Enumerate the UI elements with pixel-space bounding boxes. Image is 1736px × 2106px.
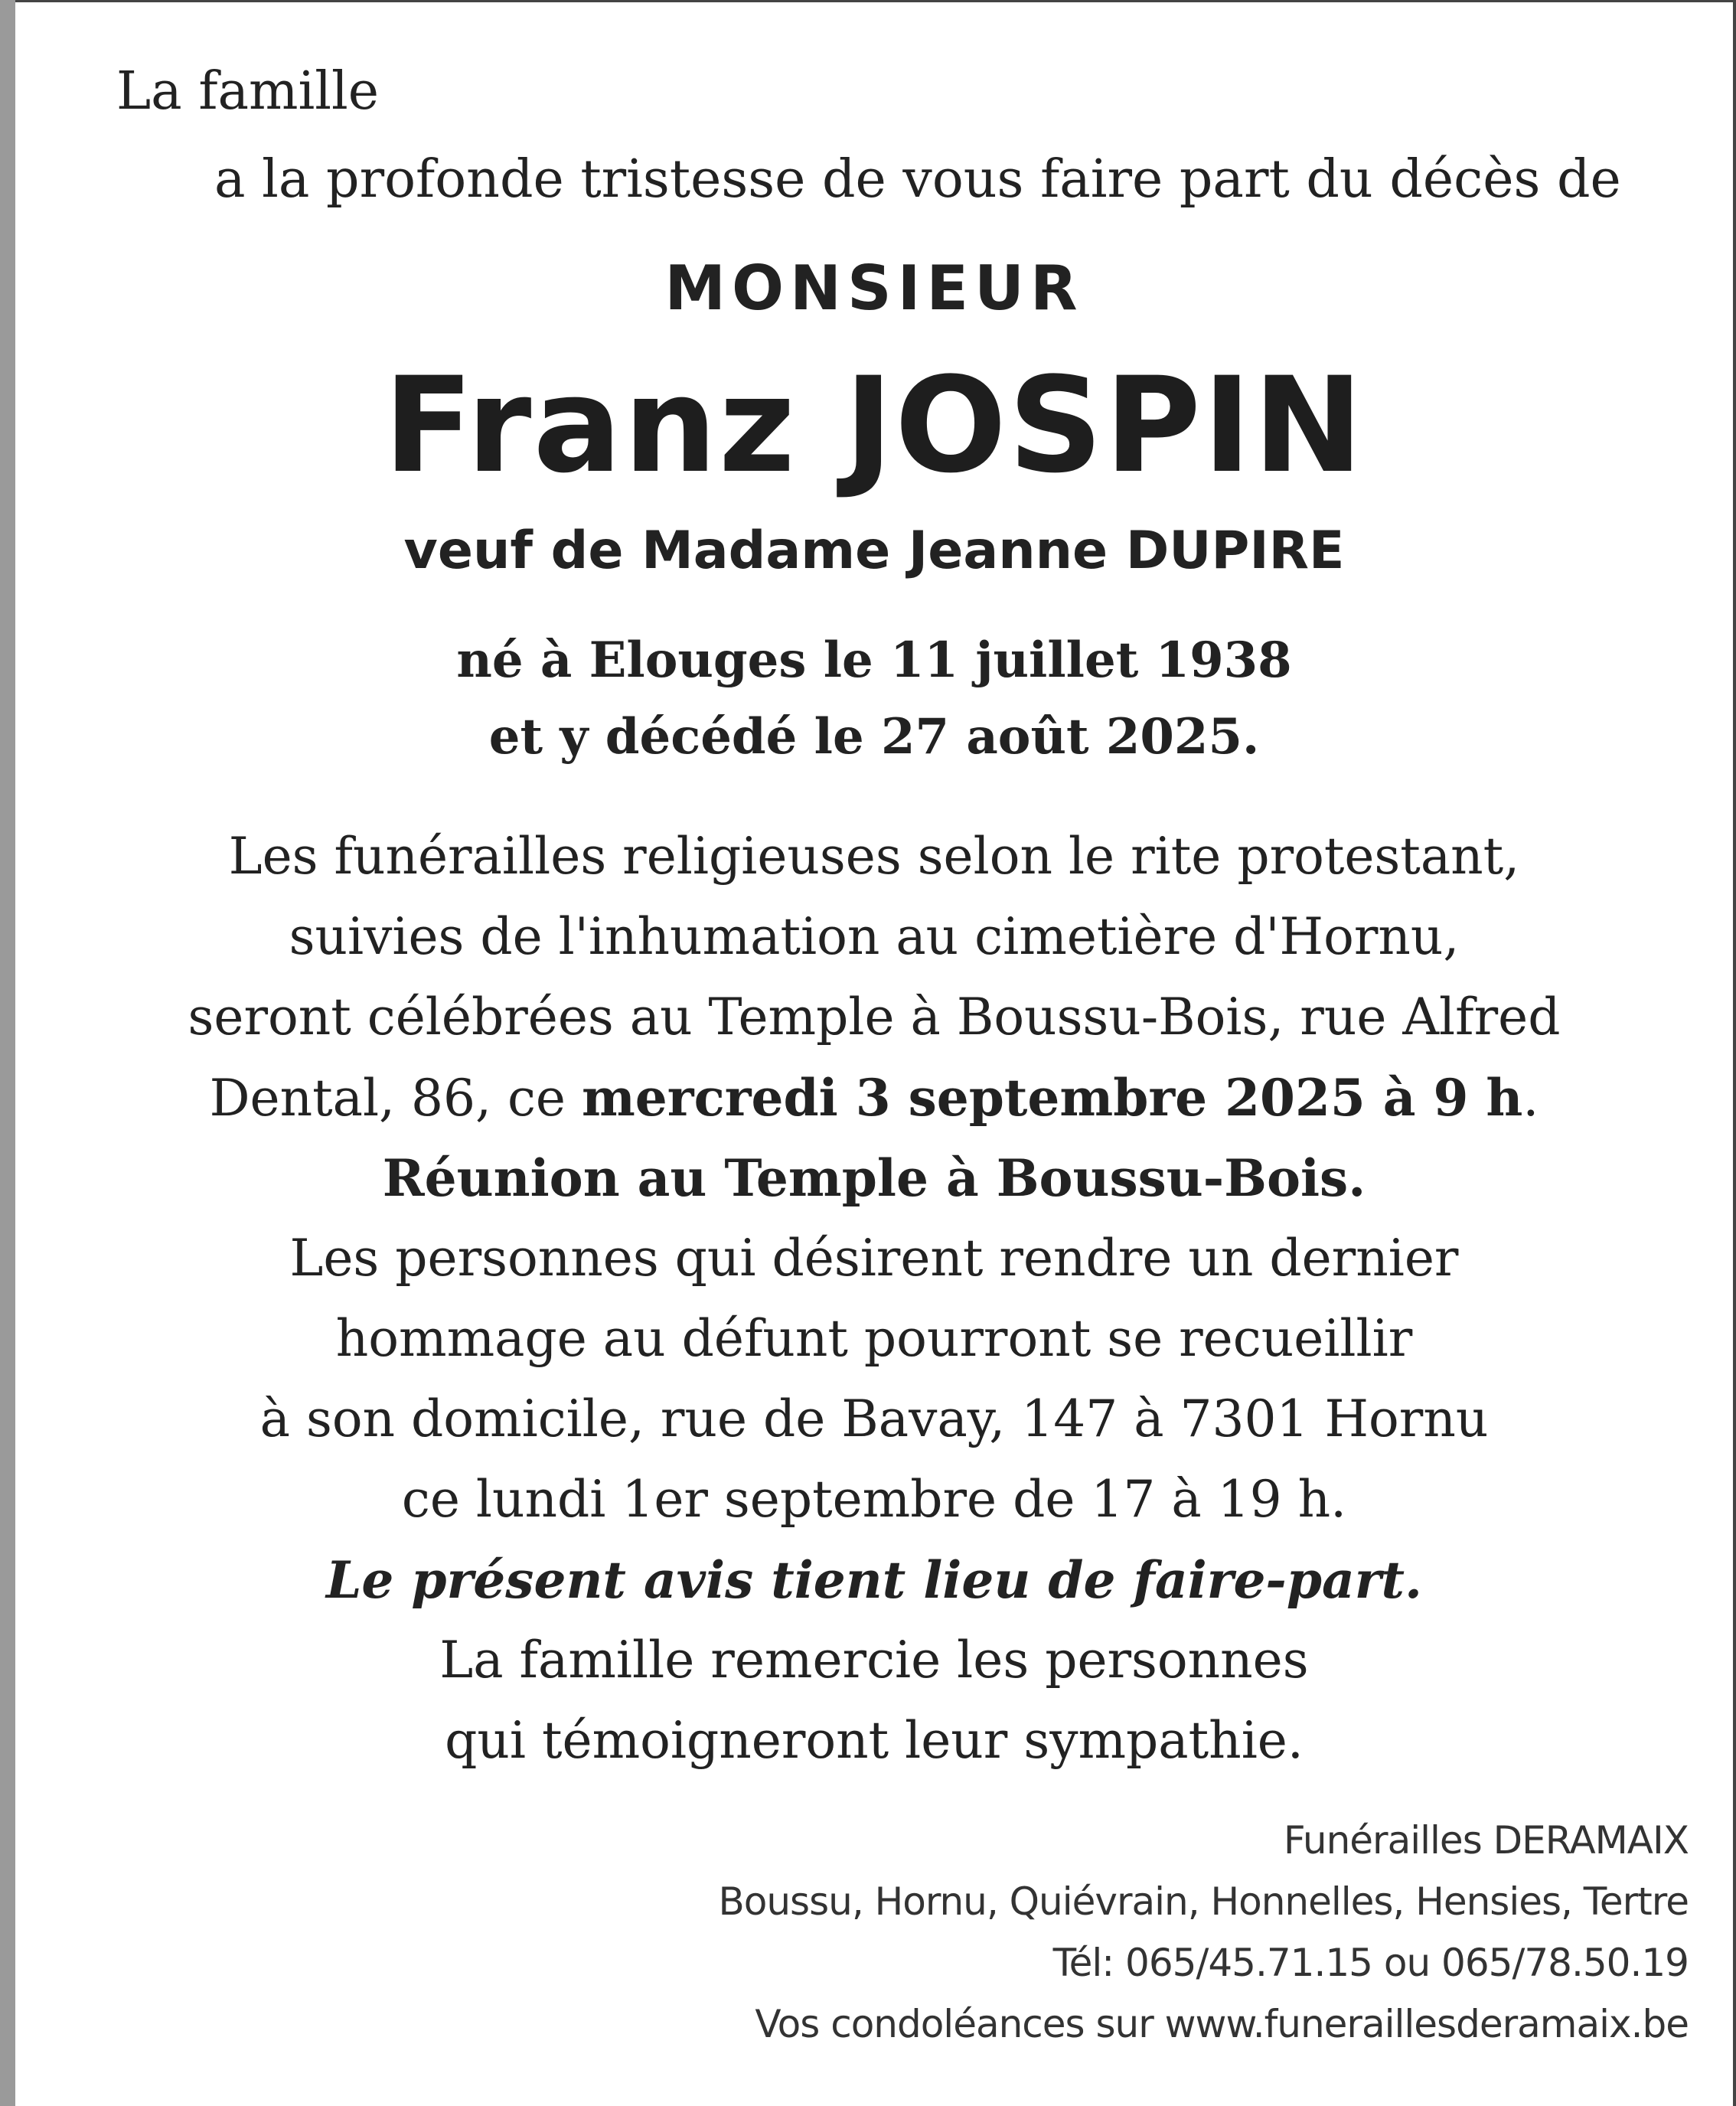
intro-line-2: a la profonde tristesse de vous faire part du décès de (214, 149, 1621, 210)
death-notice (15, 0, 1733, 2106)
meeting-line: Réunion au Temple à Boussu-Bois. (382, 1148, 1366, 1208)
visit-line-4: ce lundi 1er septembre de 17 à 19 h. (401, 1470, 1347, 1529)
funeral-date-time: mercredi 3 septembre 2025 à 9 h (581, 1068, 1523, 1128)
notice-line: Le présent avis tient lieu de faire-part. (326, 1550, 1422, 1610)
deceased-title: MONSIEUR (664, 253, 1084, 324)
funeral-line-4 (15, 1068, 1733, 1128)
visit-line-1: Les personnes qui désirent rendre un dernier (289, 1229, 1459, 1288)
widow-of-line: veuf de Madame Jeanne DUPIRE (403, 521, 1345, 581)
thanks-line-2: qui témoigneront leur sympathie. (445, 1711, 1304, 1770)
funeral-line-1: Les funérailles religieuses selon le rite protestant, (228, 827, 1520, 886)
birth-line: né à Elouges le 11 juillet 1938 (456, 632, 1292, 689)
intro-line-1: La famille (116, 61, 379, 122)
death-line: et y décédé le 27 août 2025. (488, 708, 1260, 766)
deceased-name: Franz JOSPIN (383, 348, 1365, 502)
right-border (1733, 0, 1736, 2106)
left-border-bar (0, 0, 15, 2106)
funeral-home-website: Vos condoléances sur www.funeraillesderamaix.be (755, 2002, 1689, 2046)
visit-line-3: à son domicile, rue de Bavay, 147 à 7301 Hornu (259, 1389, 1489, 1448)
funeral-home-locations: Boussu, Hornu, Quiévrain, Honnelles, Hensies, Tertre (718, 1879, 1689, 1924)
visit-line-2: hommage au défunt pourront se recueillir (335, 1309, 1413, 1368)
funeral-line-4-prefix: Dental, 86, ce (209, 1069, 582, 1128)
thanks-line-1: La famille remercie les personnes (439, 1631, 1309, 1690)
funeral-line-3: seront célébrées au Temple à Boussu-Bois, rue Alfred (188, 988, 1561, 1046)
funeral-line-2: suivies de l'inhumation au cimetière d'Hornu, (289, 907, 1460, 966)
funeral-home-phone: Tél: 065/45.71.15 ou 065/78.50.19 (1052, 1941, 1689, 1985)
funeral-line-4-suffix: . (1522, 1069, 1539, 1128)
funeral-home-name: Funérailles DERAMAIX (1283, 1818, 1689, 1863)
